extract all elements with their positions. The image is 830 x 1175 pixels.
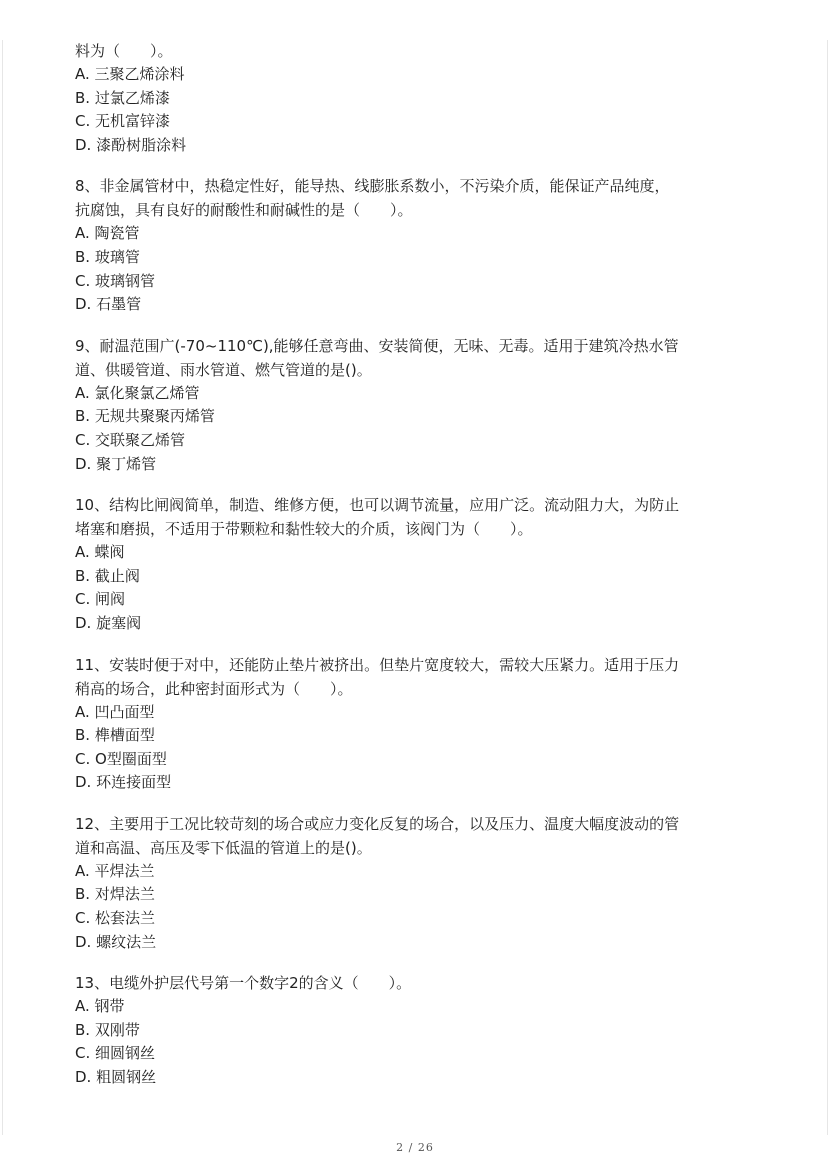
stem-line: 8、非金属管材中，热稳定性好，能导热、线膨胀系数小，不污染介质，能保证产品纯度， <box>75 177 670 196</box>
question-stem <box>75 39 765 63</box>
stem-line: 10、结构比闸阀简单，制造、维修方便，也可以调节流量，应用广泛。流动阻力大，为防止 <box>75 496 680 515</box>
question-9 <box>75 334 765 476</box>
question-stem <box>75 653 765 701</box>
option-b: B. 双刚带 <box>75 1020 140 1039</box>
question-8 <box>75 174 765 316</box>
stem-line: 抗腐蚀，具有良好的耐酸性和耐碱性的是（ ）。 <box>75 201 413 220</box>
option-c: C. O型圈面型 <box>75 749 167 768</box>
stem-line: 料为（ ）。 <box>75 42 173 60</box>
question-11 <box>75 653 765 795</box>
option-d: D. 螺纹法兰 <box>75 932 157 951</box>
stem-line: 道和高温、高压及零下低温的管道上的是()。 <box>75 838 372 857</box>
option-c: C. 细圆钢丝 <box>75 1044 156 1063</box>
option-d: D. 石墨管 <box>75 295 142 314</box>
option-b: B. 玻璃管 <box>75 247 140 266</box>
option-b: B. 对焊法兰 <box>75 885 155 904</box>
option-a: A. 三聚乙烯涂料 <box>75 65 185 83</box>
option-d: D. 旋塞阀 <box>75 613 142 632</box>
question-12 <box>75 812 765 954</box>
option-c: C. 交联聚乙烯管 <box>75 430 186 449</box>
option-b: B. 过氯乙烯漆 <box>75 88 170 107</box>
question-10 <box>75 493 765 635</box>
page-number: 2 / 26 <box>396 1141 434 1154</box>
option-a: A. 氯化聚氯乙烯管 <box>75 383 200 402</box>
stem-line: 11、安装时便于对中，还能防止垫片被挤出。但垫片宽度较大，需较大压紧力。适用于压力 <box>75 655 680 674</box>
page-left-border <box>2 40 3 1135</box>
stem-line: 道、供暖管道、雨水管道、燃气管道的是()。 <box>75 360 372 379</box>
option-b: B. 榫槽面型 <box>75 726 155 745</box>
option-a: A. 蝶阀 <box>75 543 125 562</box>
question-7-continuation <box>75 39 765 157</box>
stem-line: 9、耐温范围广(-70~110℃),能够任意弯曲、安装简便，无味、无毒。适用于建筑冷热水管 <box>75 336 679 355</box>
question-13 <box>75 971 765 1089</box>
stem-line: 稍高的场合，此种密封面形式为（ ）。 <box>75 679 353 698</box>
question-stem <box>75 971 765 995</box>
question-stem <box>75 174 765 222</box>
option-c: C. 玻璃钢管 <box>75 271 156 290</box>
option-c: C. 松套法兰 <box>75 909 156 928</box>
question-stem <box>75 493 765 541</box>
question-stem <box>75 812 765 860</box>
option-d: D. 环连接面型 <box>75 773 172 792</box>
stem-line: 13、电缆外护层代号第一个数字2的含义（ ）。 <box>75 974 412 993</box>
option-c: C. 无机富锌漆 <box>75 112 171 131</box>
stem-line: 堵塞和磨损，不适用于带颗粒和黏性较大的介质，该阀门为（ ）。 <box>75 520 533 539</box>
option-c: C. 闸阀 <box>75 590 126 609</box>
document-content <box>75 39 765 1107</box>
option-b: B. 无规共聚聚丙烯管 <box>75 407 215 426</box>
option-a: A. 平焊法兰 <box>75 861 155 880</box>
option-a: A. 陶瓷管 <box>75 224 140 243</box>
option-d: D. 聚丁烯管 <box>75 454 157 473</box>
option-d: D. 粗圆钢丝 <box>75 1068 157 1087</box>
stem-line: 12、主要用于工况比较苛刻的场合或应力变化反复的场合，以及压力、温度大幅度波动的管 <box>75 814 680 833</box>
option-a: A. 钢带 <box>75 997 125 1016</box>
page-right-border <box>827 40 828 1135</box>
option-a: A. 凹凸面型 <box>75 702 155 721</box>
option-d: D. 漆酚树脂涂料 <box>75 135 187 154</box>
option-b: B. 截止阀 <box>75 566 140 585</box>
question-stem <box>75 334 765 382</box>
